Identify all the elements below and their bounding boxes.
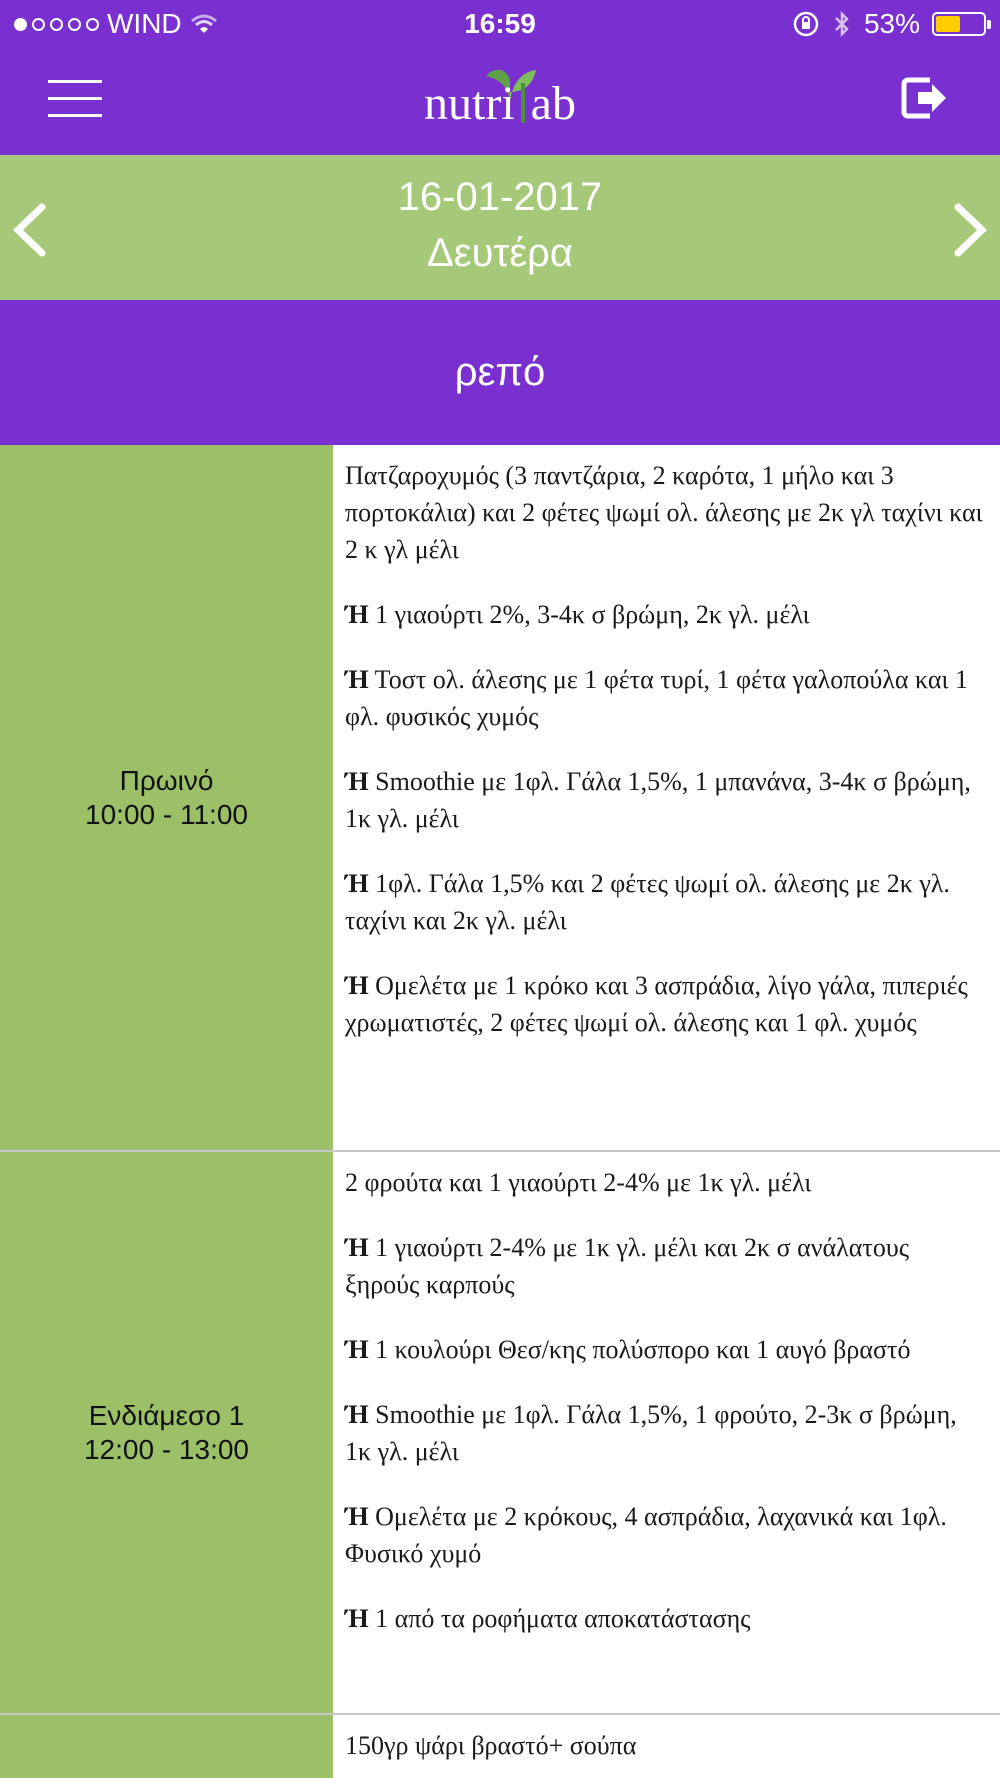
status-right xyxy=(792,8,986,40)
battery-icon xyxy=(932,12,986,36)
meal-option: Ή 1 γιαούρτι 2%, 3-4κ σ βρώμη, 2κ γλ. μέλι xyxy=(345,600,810,629)
date-label: 16-01-2017 xyxy=(397,175,603,219)
day-type-title xyxy=(0,300,1000,445)
nutrilab-logo xyxy=(0,76,1000,131)
meal-time: 12:00 - 13:00 xyxy=(83,1433,250,1465)
meal-option: Ή 1 κουλούρι Θεσ/κης πολύσπορο και 1 αυγό βραστό xyxy=(345,1335,911,1364)
date-bar xyxy=(0,155,1000,300)
meal-option: Ή Smoothie με 1φλ. Γάλα 1,5%, 1 μπανάνα, 3-4κ σ βρώμη, 1κ γλ. μέλι xyxy=(345,767,971,833)
meal-header xyxy=(0,1152,333,1713)
meal-option: Ή Ομελέτα με 2 κρόκους, 4 ασπράδια, λαχανικά και 1φλ. Φυσικό χυμό xyxy=(345,1502,947,1568)
meal-name: Πρωινό xyxy=(119,764,214,796)
meal-options xyxy=(333,445,1000,1150)
chevron-right-icon xyxy=(946,195,996,265)
meal-header xyxy=(0,445,333,1150)
meal-option: Ή Τοστ ολ. άλεσης με 1 φέτα τυρί, 1 φέτα γαλοπούλα και 1 φλ. φυσικός χυμός xyxy=(345,665,968,731)
meal-time: 10:00 - 11:00 xyxy=(85,798,248,830)
logout-icon xyxy=(896,70,952,126)
day-type-label: ρεπό xyxy=(454,350,546,394)
meal-options xyxy=(333,1152,1000,1713)
nav-bar xyxy=(0,50,1000,155)
meal-row xyxy=(0,1715,1000,1778)
next-day-button[interactable] xyxy=(946,195,996,265)
meal-option: Ή 1φλ. Γάλα 1,5% και 2 φέτες ψωμί ολ. άλεσης με 2κ γλ. ταχίνι και 2κ γλ. μέλι xyxy=(345,869,950,935)
meal-options xyxy=(333,1715,1000,1778)
meal-option: Ή 1 γιαούρτι 2-4% με 1κ γλ. μέλι και 2κ σ ανάλατους ξηρούς καρπούς xyxy=(345,1233,910,1299)
weekday-label: Δευτέρα xyxy=(427,231,573,275)
logo-l-stem xyxy=(521,83,525,123)
status-bar xyxy=(0,0,1000,50)
meal-option: Πατζαροχυμός (3 παντζάρια, 2 καρότα, 1 μήλο και 3 πορτοκάλια) και 2 φέτες ψωμί ολ. άλεσης με 2κ γλ ταχίνι και 2 κ γλ μέλι xyxy=(345,461,983,564)
meal-row xyxy=(0,445,1000,1152)
meal-name: Ενδιάμεσο 1 xyxy=(88,1399,245,1431)
battery-percentage: 53% xyxy=(863,8,920,39)
carrier-name: WIND xyxy=(107,8,182,39)
clock: 16:59 xyxy=(464,8,536,39)
orientation-lock-icon xyxy=(792,10,820,38)
logout-button[interactable] xyxy=(896,70,952,126)
meal-option: Ή Ομελέτα με 1 κρόκο και 3 ασπράδια, λίγο γάλα, πιπεριές χρωματιστές, 2 φέτες ψωμί ολ. άλεσης και 1 φλ. χυμός xyxy=(345,971,968,1037)
meal-option: 2 φρούτα και 1 γιαούρτι 2-4% με 1κ γλ. μέλι xyxy=(345,1168,812,1197)
meal-header xyxy=(0,1715,333,1778)
meal-option: Ή 1 από τα ροφήματα αποκατάστασης xyxy=(345,1604,751,1633)
logo-text-left: nutri xyxy=(424,77,515,130)
bluetooth-icon xyxy=(832,10,852,38)
logo-text-right: ab xyxy=(530,77,576,130)
meal-option: 150γρ ψάρι βραστό+ σούπα xyxy=(345,1731,637,1760)
meal-row xyxy=(0,1152,1000,1715)
meal-option: Ή Smoothie με 1φλ. Γάλα 1,5%, 1 φρούτο, 2-3κ σ βρώμη, 1κ γλ. μέλι xyxy=(345,1400,957,1466)
